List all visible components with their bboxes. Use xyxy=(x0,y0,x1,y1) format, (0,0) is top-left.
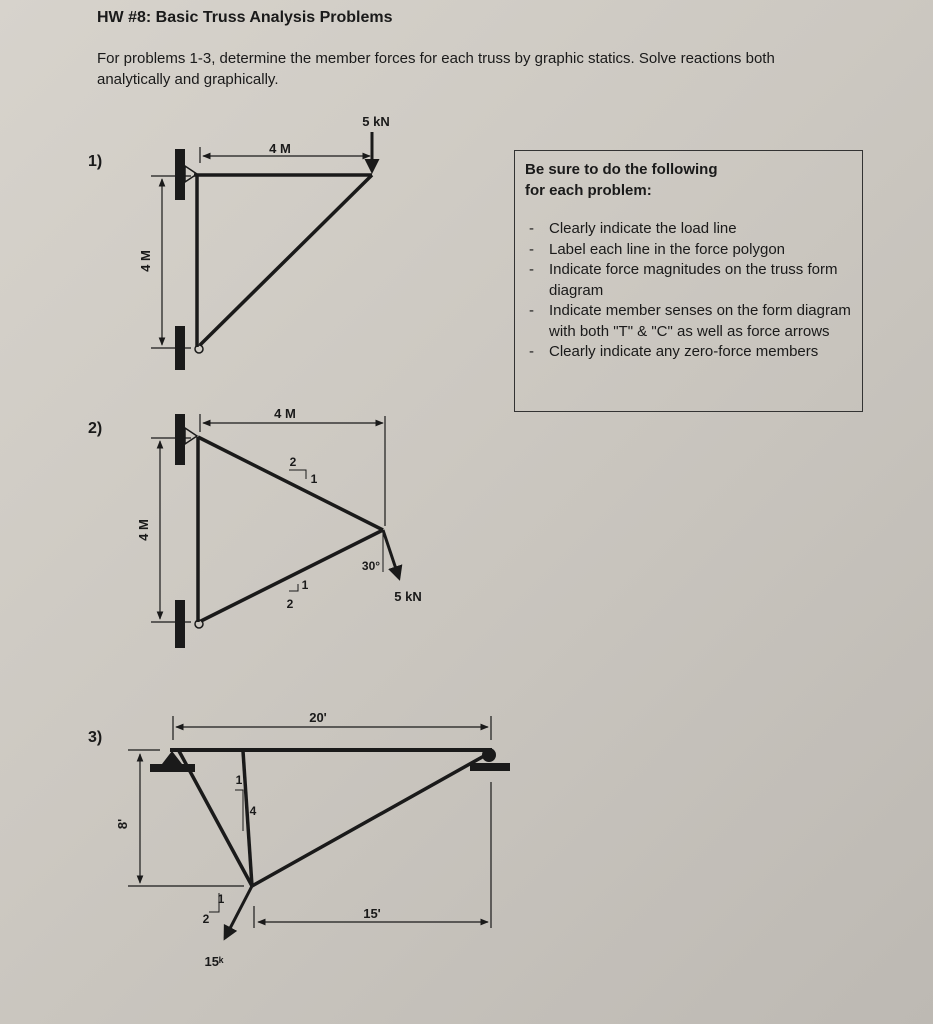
member xyxy=(200,175,372,345)
truss-1 xyxy=(151,132,372,370)
slope-run: 1 xyxy=(235,773,243,787)
lower-span-label: 15' xyxy=(363,906,381,921)
height-label: 4 M xyxy=(138,250,153,272)
problem-1-number: 1) xyxy=(88,153,103,170)
member xyxy=(179,751,252,886)
checklist-item: - Label each line in the force polygon xyxy=(525,240,852,261)
span-label: 20' xyxy=(309,710,327,725)
checklist-item: - Indicate force magnitudes on the truss form diagram xyxy=(525,260,852,301)
slope-rise: 1 xyxy=(217,892,225,906)
instructions-paragraph: For problems 1-3, determine the member forces for each truss by graphic statics. Solve reactions both analytically and graphically. xyxy=(97,50,775,88)
span-label: 4 M xyxy=(274,406,296,421)
height-label: 8' xyxy=(115,818,130,830)
checklist-item: - Clearly indicate any zero-force members xyxy=(525,342,852,363)
height-label: 4 M xyxy=(136,519,151,541)
checklist-item: - Clearly indicate the load line xyxy=(525,219,852,240)
checklist-heading: Be sure to do the following for each problem: xyxy=(525,161,718,199)
member xyxy=(249,756,484,886)
slope-run: 2 xyxy=(289,455,297,469)
wall-support-bottom xyxy=(175,600,185,648)
slope-run: 2 xyxy=(202,912,210,926)
load-label: 5 kN xyxy=(362,114,390,129)
angle-label: 30° xyxy=(361,559,381,573)
load-arrow xyxy=(383,530,399,578)
slope-triangle-member xyxy=(235,790,243,831)
slope-run: 2 xyxy=(286,597,294,611)
load-label: 15ᵏ xyxy=(204,954,224,969)
member xyxy=(243,751,252,886)
load-arrow xyxy=(225,886,252,938)
problem-2-number: 2) xyxy=(88,420,103,437)
truss-2 xyxy=(151,414,399,648)
slope-rise: 1 xyxy=(301,578,309,592)
roller-base xyxy=(470,763,510,771)
wall-support-top xyxy=(175,414,185,465)
slope-triangle-bottom xyxy=(289,584,298,591)
load-label: 5 kN xyxy=(394,589,422,604)
slope-triangle-top xyxy=(289,470,306,479)
pin-support xyxy=(185,428,197,444)
slope-rise: 1 xyxy=(310,472,318,486)
truss-3 xyxy=(128,716,510,938)
problem-3-number: 3) xyxy=(88,729,103,746)
slope-rise: 4 xyxy=(249,804,257,818)
homework-title: HW #8: Basic Truss Analysis Problems xyxy=(97,9,393,26)
checklist-item: - Indicate member senses on the form diagram with both "T" & "C" as well as force arrows xyxy=(525,301,852,342)
member xyxy=(198,437,383,530)
span-label: 4 M xyxy=(269,141,291,156)
wall-support-top xyxy=(175,149,185,200)
